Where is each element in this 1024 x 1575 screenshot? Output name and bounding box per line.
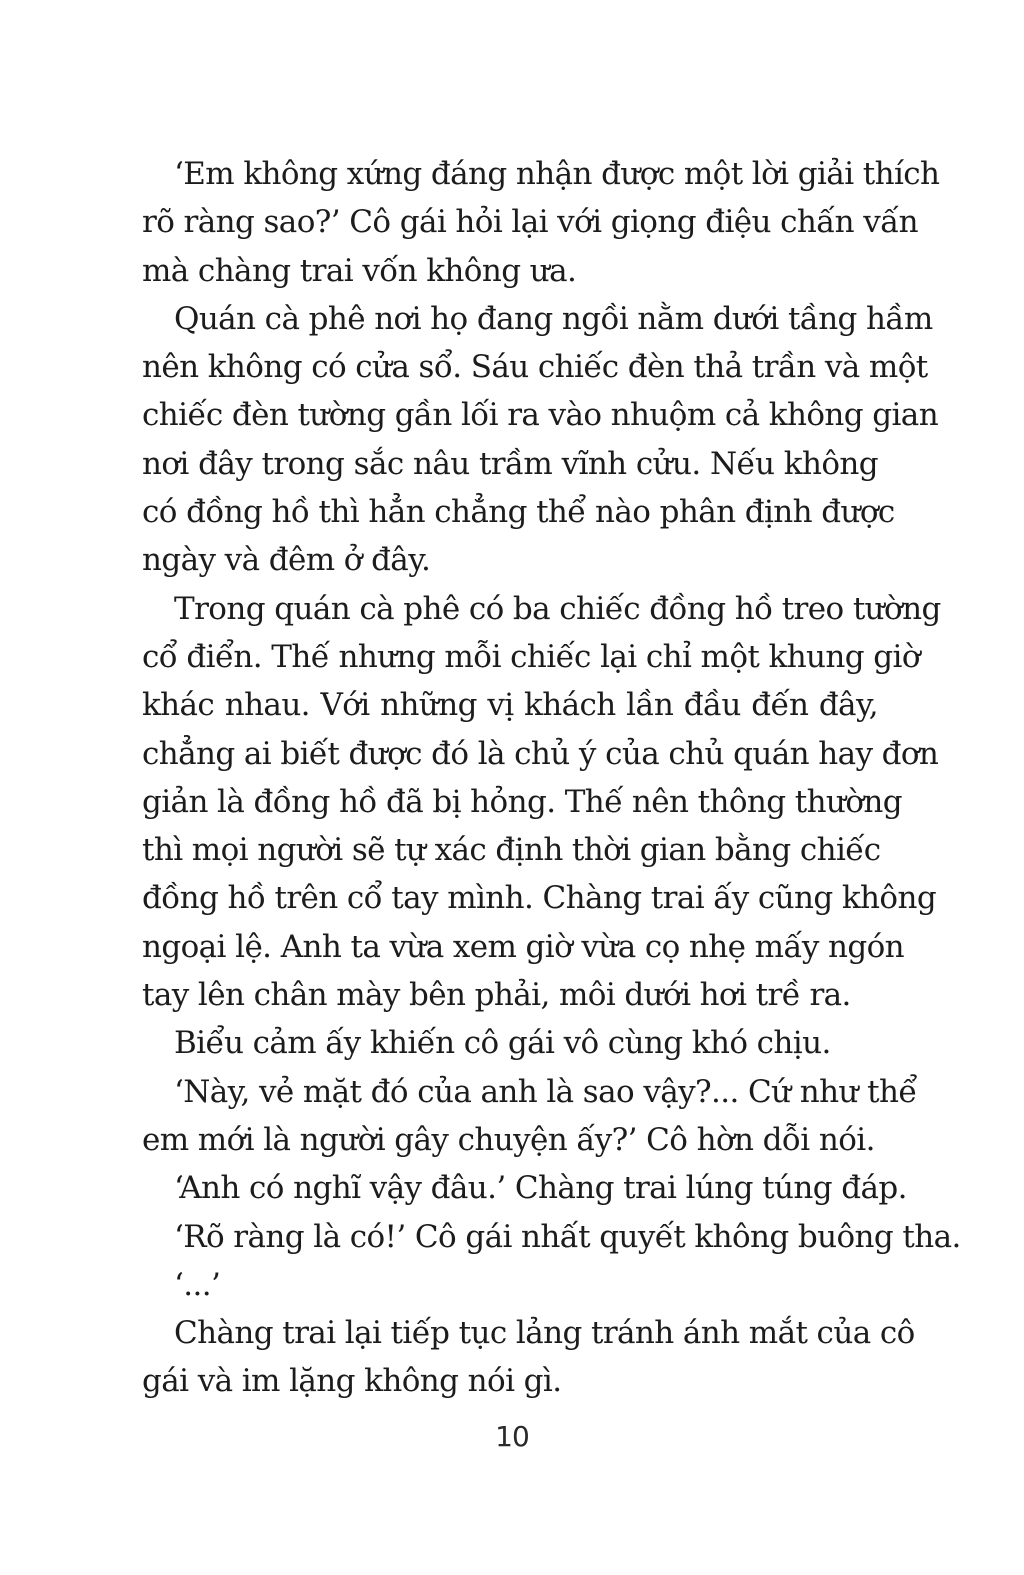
text-line: chiếc đèn tường gần lối ra vào nhuộm cả không gian — [142, 397, 939, 434]
text-line: có đồng hồ thì hẳn chẳng thể nào phân định được — [142, 494, 895, 531]
text-line: ‘Em không xứng đáng nhận được một lời giải thích — [174, 156, 940, 192]
body-text — [142, 150, 961, 1406]
text-line: giản là đồng hồ đã bị hỏng. Thế nên thông thường — [142, 783, 903, 820]
text-line: nơi đây trong sắc nâu trầm vĩnh cửu. Nếu không — [142, 445, 878, 482]
text-line: Biểu cảm ấy khiến cô gái vô cùng khó chịu. — [174, 1025, 831, 1062]
text-line: đồng hồ trên cổ tay mình. Chàng trai ấy cũng không — [142, 880, 937, 917]
text-line: gái và im lặng không nói gì. — [142, 1363, 562, 1400]
text-line: Chàng trai lại tiếp tục lảng tránh ánh mắt của cô — [174, 1315, 915, 1352]
text-line: rõ ràng sao?’ Cô gái hỏi lại với giọng điệu chấn vấn — [142, 204, 918, 241]
text-line: cổ điển. Thế nhưng mỗi chiếc lại chỉ một khung giờ — [142, 638, 920, 675]
text-line: ngoại lệ. Anh ta vừa xem giờ vừa cọ nhẹ mấy ngón — [142, 928, 905, 965]
text-line: khác nhau. Với những vị khách lần đầu đến đây, — [142, 687, 878, 724]
text-line: ‘Rõ ràng là có!’ Cô gái nhất quyết không buông tha. — [174, 1218, 961, 1255]
text-line: thì mọi người sẽ tự xác định thời gian bằng chiếc — [142, 832, 881, 869]
text-line: ngày và đêm ở đây. — [142, 542, 431, 579]
text-line: ‘...’ — [174, 1266, 221, 1303]
text-line: em mới là người gây chuyện ấy?’ Cô hờn dỗi nói. — [142, 1121, 875, 1158]
text-line: ‘Này, vẻ mặt đó của anh là sao vậy?... Cứ như thể — [174, 1073, 917, 1110]
text-line: chẳng ai biết được đó là chủ ý của chủ quán hay đơn — [142, 735, 939, 772]
text-line: tay lên chân mày bên phải, môi dưới hơi trề ra. — [142, 977, 851, 1014]
text-line: mà chàng trai vốn không ưa. — [142, 252, 577, 289]
text-line: Trong quán cà phê có ba chiếc đồng hồ treo tường — [174, 590, 941, 627]
text-line: ‘Anh có nghĩ vậy đâu.’ Chàng trai lúng túng đáp. — [174, 1170, 907, 1207]
text-line: nên không có cửa sổ. Sáu chiếc đèn thả trần và một — [142, 349, 928, 386]
text-line: Quán cà phê nơi họ đang ngồi nằm dưới tầng hầm — [174, 300, 933, 337]
page-number: 10 — [495, 1420, 529, 1453]
